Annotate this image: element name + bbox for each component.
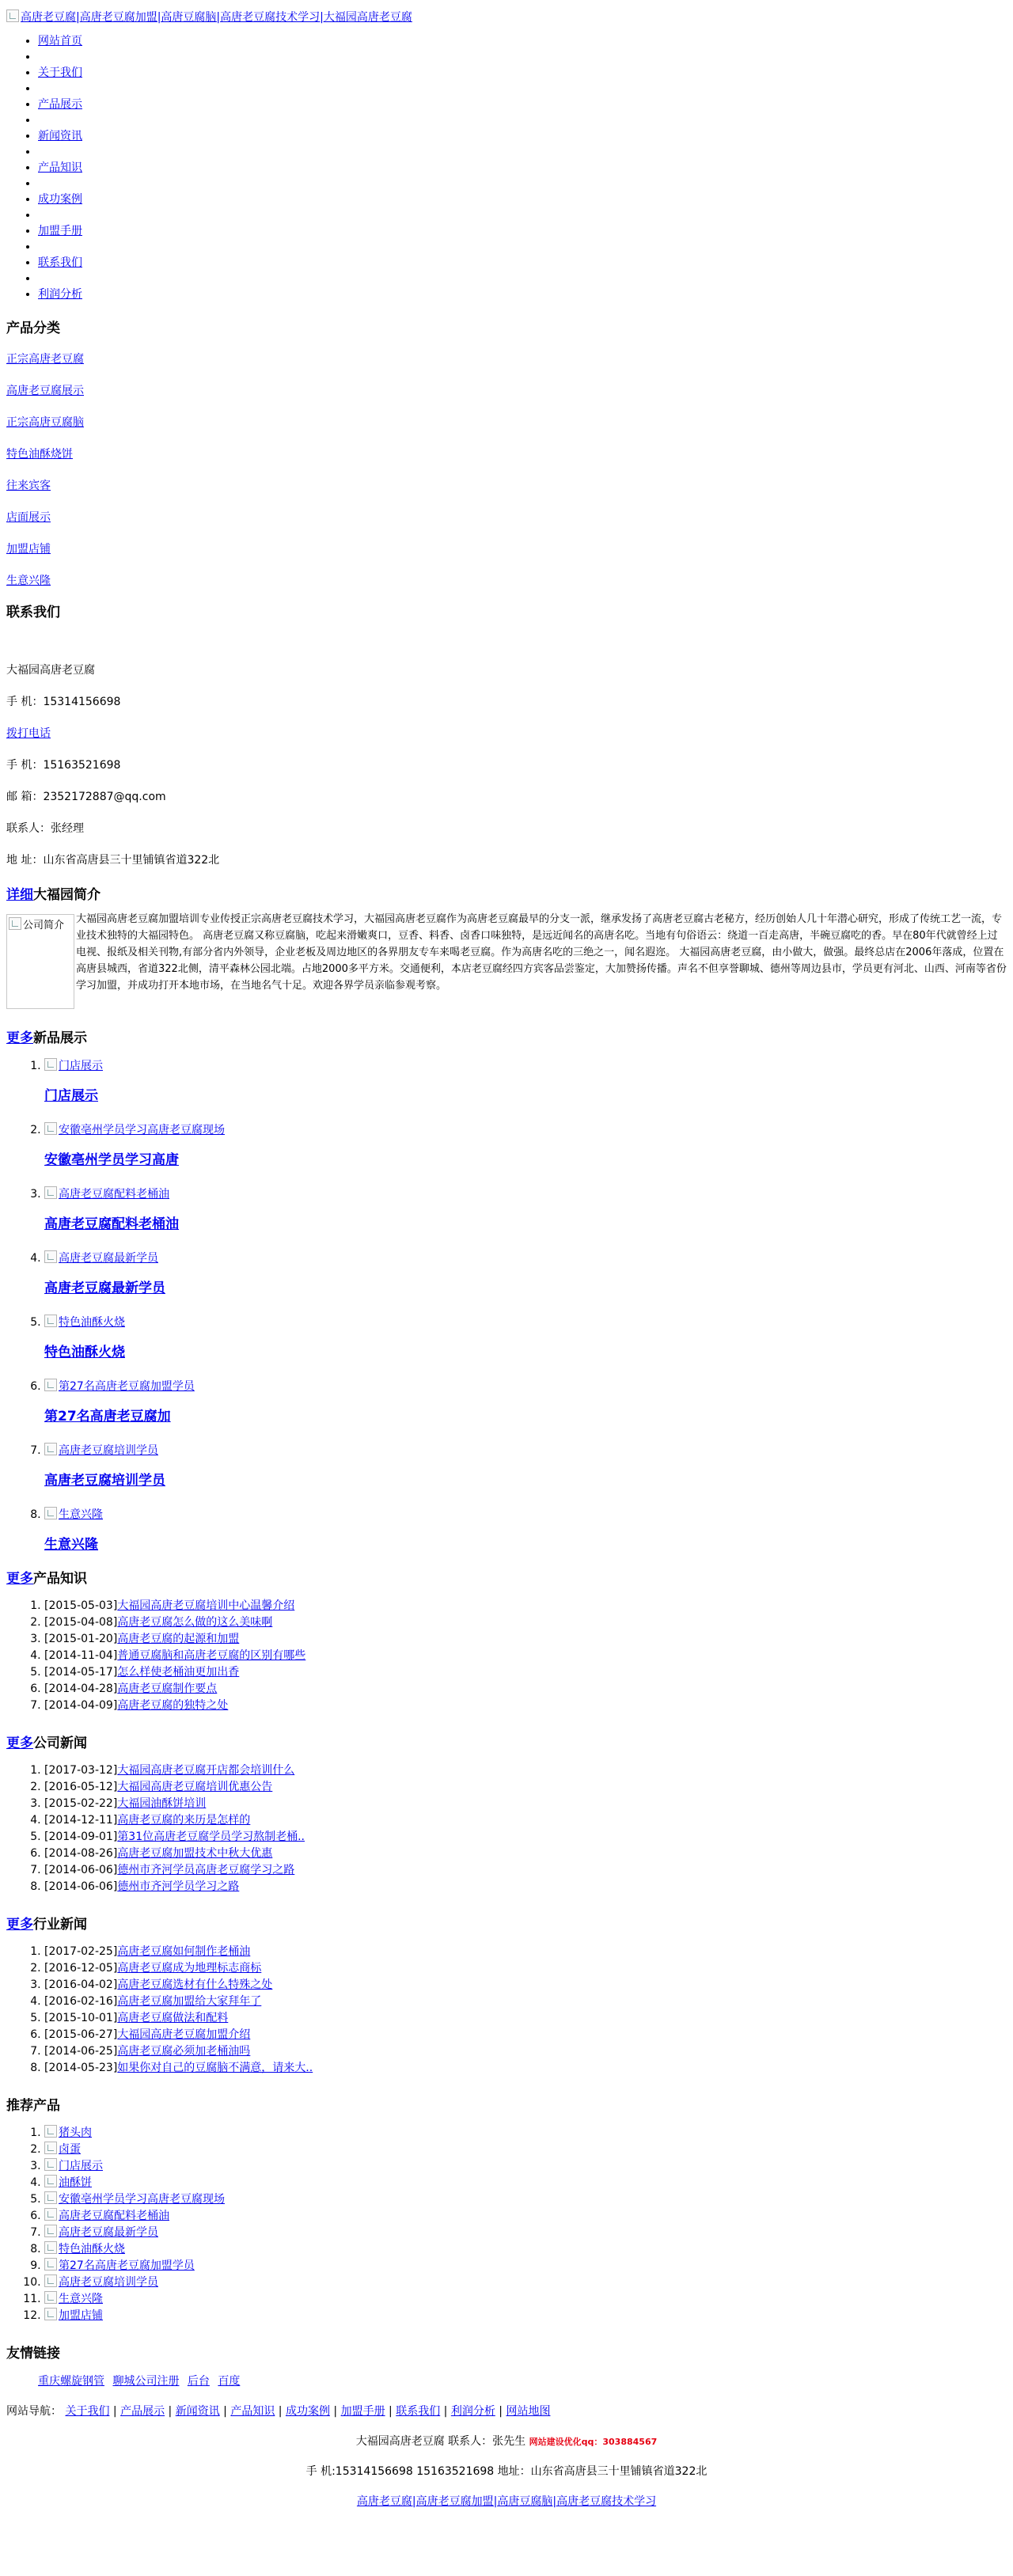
nav-link-products[interactable]: 产品展示	[38, 98, 82, 111]
nav-item	[38, 223, 1007, 239]
news-item	[44, 2027, 1007, 2043]
footer-nav-link[interactable]: 关于我们	[65, 2405, 110, 2418]
nav-separator	[38, 207, 1007, 223]
company-news-more-link[interactable]: 更多	[6, 1736, 33, 1751]
product-image-link[interactable]: 6. 第27名高唐老豆腐加盟学员	[44, 1378, 1007, 1394]
news-link[interactable]: 高唐老豆腐如何制作老桶油	[117, 1945, 251, 1958]
category-link[interactable]: 正宗高唐豆腐脑	[6, 416, 84, 429]
footer-nav-link[interactable]: 新闻资讯	[175, 2405, 220, 2418]
contact-title: 联系我们	[6, 605, 60, 620]
intro-image-icon	[9, 917, 21, 930]
nav-item	[38, 128, 1007, 144]
product-item	[44, 1186, 1007, 1232]
footer-nav-link[interactable]: 产品展示	[120, 2405, 165, 2418]
news-item	[44, 1681, 1007, 1698]
category-link[interactable]: 正宗高唐老豆腐	[6, 353, 84, 366]
new-products-header	[6, 1026, 1007, 1046]
news-item	[44, 1944, 1007, 1960]
news-link[interactable]: 高唐老豆腐怎么做的这么美味啊	[117, 1616, 273, 1629]
news-link[interactable]: 高唐老豆腐加盟给大家拜年了	[117, 1995, 262, 2008]
recommend-link[interactable]: 门店展示	[44, 2160, 103, 2172]
product-image-link[interactable]: 5. 特色油酥火烧	[44, 1314, 1007, 1330]
industry-news-title: 行业新闻	[33, 1917, 87, 1933]
contact-phone-2: 手 机：15163521698	[6, 759, 121, 772]
nav-separator	[38, 144, 1007, 160]
product-image-icon	[44, 1058, 57, 1071]
contact-email: 邮 箱：2352172887@qq.com	[6, 791, 166, 803]
recommend-title: 推荐产品	[6, 2098, 60, 2114]
news-date: [2015-06-27]	[44, 2028, 118, 2041]
news-date: [2014-05-23]	[44, 2062, 118, 2074]
footer-nav-link[interactable]: 网站地图	[506, 2405, 551, 2418]
product-image-link[interactable]: 7. 高唐老豆腐培训学员	[44, 1442, 1007, 1458]
news-date: [2017-03-12]	[44, 1764, 118, 1777]
intro-section	[6, 914, 1007, 1009]
news-link[interactable]: 普通豆腐脑和高唐老豆腐的区别有哪些	[117, 1649, 306, 1662]
nav-separator	[38, 49, 1007, 65]
footer-nav-label: 网站导航：	[6, 2405, 62, 2418]
news-date: [2015-01-20]	[44, 1633, 118, 1645]
knowledge-list	[6, 1598, 1007, 1714]
product-image-link[interactable]: 4. 高唐老豆腐最新学员	[44, 1250, 1007, 1265]
news-link[interactable]: 高唐老豆腐的独特之处	[117, 1699, 229, 1712]
intro-header	[6, 883, 1007, 903]
recommend-image-icon	[44, 2291, 57, 2304]
recommend-link[interactable]: 高唐老豆腐配料老桶油	[44, 2210, 169, 2222]
recommend-image-icon	[44, 2258, 57, 2271]
recommend-item	[44, 2225, 1007, 2241]
news-date: [2017-02-25]	[44, 1945, 118, 1958]
category-link[interactable]: 加盟店铺	[6, 543, 51, 556]
news-date: [2014-08-26]	[44, 1847, 118, 1860]
nav-link-home[interactable]: 网站首页	[38, 35, 82, 47]
recommend-link[interactable]: 卤蛋	[44, 2143, 81, 2156]
recommend-item	[44, 2158, 1007, 2175]
footer-nav-link[interactable]: 加盟手册	[340, 2405, 385, 2418]
recommend-link[interactable]: 特色油酥火烧	[44, 2243, 125, 2255]
nav-separator	[38, 81, 1007, 97]
industry-news-header	[6, 1913, 1007, 1933]
recommend-image-icon	[44, 2142, 57, 2154]
nav-separator	[38, 176, 1007, 192]
recommend-link[interactable]: 生意兴隆	[44, 2293, 103, 2305]
news-item	[44, 1796, 1007, 1812]
site-logo-link[interactable]	[6, 8, 1007, 27]
friend-links-list	[6, 2373, 1007, 2388]
nav-link-cases[interactable]: 成功案例	[38, 193, 82, 206]
recommend-image-icon	[44, 2274, 57, 2287]
recommend-image-icon	[44, 2225, 57, 2237]
category-link[interactable]: 生意兴隆	[6, 575, 51, 587]
contact-person: 联系人：张经理	[6, 822, 84, 835]
product-item	[44, 1506, 1007, 1553]
friend-link[interactable]: 重庆螺旋钢管	[38, 2375, 104, 2388]
recommend-link[interactable]: 第27名高唐老豆腐加盟学员	[44, 2259, 195, 2272]
product-item	[44, 1378, 1007, 1425]
product-item	[44, 1057, 1007, 1104]
product-item	[44, 1121, 1007, 1168]
logo-alt-text: 高唐老豆腐|高唐老豆腐加盟|高唐豆腐脑|高唐老豆腐技术学习|大福园高唐老豆腐	[21, 11, 412, 24]
product-image-icon	[44, 1186, 57, 1199]
news-item	[44, 1698, 1007, 1714]
recommend-image-icon	[44, 2158, 57, 2171]
footer-nav-link[interactable]: 产品知识	[230, 2405, 275, 2418]
recommend-list	[6, 2125, 1007, 2324]
call-phone-link[interactable]: 拨打电话	[6, 727, 51, 740]
news-date: [2014-06-06]	[44, 1880, 118, 1893]
news-item	[44, 1614, 1007, 1631]
news-link[interactable]: 高唐老豆腐制作要点	[117, 1683, 218, 1695]
recommend-item	[44, 2291, 1007, 2308]
footer-nav-link[interactable]: 利润分析	[450, 2405, 495, 2418]
product-image-link[interactable]: 1. 门店展示	[44, 1057, 1007, 1073]
product-image-link[interactable]: 8. 生意兴隆	[44, 1506, 1007, 1522]
company-news-header	[6, 1732, 1007, 1751]
product-item	[44, 1250, 1007, 1296]
product-image-icon	[44, 1379, 57, 1391]
recommend-link[interactable]: 猪头肉	[44, 2126, 92, 2139]
recommend-image-icon	[44, 2125, 57, 2138]
news-date: [2014-04-28]	[44, 1683, 118, 1695]
product-name-link[interactable]: 高唐老豆腐最新学员	[44, 1280, 165, 1296]
product-name-link[interactable]: 第27名高唐老豆腐加	[44, 1409, 171, 1425]
recommend-image-icon	[44, 2191, 57, 2204]
new-products-list	[6, 1057, 1007, 1553]
categories-list	[6, 351, 1007, 588]
product-name-link[interactable]: 门店展示	[44, 1088, 98, 1104]
recommend-link[interactable]: 加盟店铺	[44, 2309, 103, 2322]
product-image-icon	[44, 1250, 57, 1263]
category-link[interactable]: 往来宾客	[6, 480, 51, 492]
category-link[interactable]: 高唐老豆腐展示	[6, 385, 84, 397]
nav-link-handbook[interactable]: 加盟手册	[38, 225, 82, 237]
nav-item	[38, 97, 1007, 112]
news-date: [2015-05-03]	[44, 1599, 118, 1612]
recommend-link[interactable]: 高唐老豆腐最新学员	[44, 2226, 158, 2239]
footer-seo-text: 网站建设优化qq：303884567	[529, 2437, 658, 2447]
industry-news-list	[6, 1944, 1007, 2077]
contact-phone-1: 手 机：15314156698	[6, 696, 121, 708]
news-date: [2014-09-01]	[44, 1831, 118, 1843]
recommend-item	[44, 2191, 1007, 2208]
news-link[interactable]: 德州市齐河学员学习之路	[117, 1880, 240, 1893]
nav-item	[38, 286, 1007, 302]
news-link[interactable]: 大福园高唐老豆腐培训优惠公告	[117, 1781, 273, 1793]
nav-item	[38, 33, 1007, 49]
nav-link-about[interactable]: 关于我们	[38, 66, 82, 79]
intro-image-alt: 公司简介	[23, 920, 65, 931]
category-link[interactable]: 店面展示	[6, 511, 51, 524]
logo-image-icon	[6, 9, 19, 22]
friend-link[interactable]: 后台	[187, 2375, 210, 2388]
knowledge-header	[6, 1567, 1007, 1587]
recommend-image-icon	[44, 2208, 57, 2221]
recommend-item	[44, 2274, 1007, 2291]
product-image-link[interactable]: 3. 高唐老豆腐配料老桶油	[44, 1186, 1007, 1201]
product-image-icon	[44, 1443, 57, 1455]
company-news-title: 公司新闻	[33, 1736, 87, 1751]
news-item	[44, 2060, 1007, 2077]
news-link[interactable]: 大福园高唐老豆腐加盟介绍	[117, 2028, 251, 2041]
news-date: [2014-05-17]	[44, 1666, 118, 1679]
intro-more-link[interactable]: 详细	[6, 887, 33, 903]
friend-links-title: 友情链接	[6, 2346, 60, 2362]
footer-nav: 网站导航： 关于我们 | 产品展示 | 新闻资讯 | 产品知识 | 成功案例 | 加盟手册 | 联系我们 | 利润分析 | 网站地图	[6, 2405, 551, 2418]
nav-separator	[38, 239, 1007, 255]
product-item	[44, 1314, 1007, 1360]
news-link[interactable]: 高唐老豆腐做法和配料	[117, 2012, 229, 2024]
nav-link-knowledge[interactable]: 产品知识	[38, 161, 82, 174]
contact-info	[6, 635, 1007, 867]
footer-info	[6, 2433, 1007, 2449]
news-date: [2015-04-08]	[44, 1616, 118, 1629]
news-item	[44, 1960, 1007, 1977]
product-item	[44, 1442, 1007, 1489]
category-link[interactable]: 特色油酥烧饼	[6, 448, 73, 461]
recommend-item	[44, 2142, 1007, 2158]
news-link[interactable]: 高唐老豆腐成为地理标志商标	[117, 1962, 262, 1975]
footer-nav-link[interactable]: 成功案例	[285, 2405, 330, 2418]
news-link[interactable]: 怎么样使老桶油更加出香	[117, 1666, 240, 1679]
news-item	[44, 1829, 1007, 1846]
news-item	[44, 1664, 1007, 1681]
news-link[interactable]: 高唐老豆腐选材有什么特殊之处	[117, 1978, 273, 1991]
product-name-link[interactable]: 高唐老豆腐配料老桶油	[44, 1216, 179, 1232]
company-news-list	[6, 1762, 1007, 1895]
news-date: [2014-12-11]	[44, 1814, 118, 1827]
product-image-icon	[44, 1507, 57, 1519]
news-date: [2014-04-09]	[44, 1699, 118, 1712]
news-item	[44, 1977, 1007, 1994]
news-item	[44, 1631, 1007, 1648]
news-link[interactable]: 高唐老豆腐的起源和加盟	[117, 1633, 240, 1645]
recommend-item	[44, 2258, 1007, 2274]
recommend-link[interactable]: 油酥饼	[44, 2176, 92, 2189]
nav-link-contact[interactable]: 联系我们	[38, 256, 82, 269]
news-link[interactable]: 第31位高唐老豆腐学员学习熬制老桶..	[117, 1831, 305, 1843]
news-item	[44, 1994, 1007, 2010]
nav-item	[38, 255, 1007, 271]
contact-address: 地 址：山东省高唐县三十里铺镇省道322北	[6, 854, 220, 867]
news-item	[44, 1648, 1007, 1664]
news-date: [2016-12-05]	[44, 1962, 118, 1975]
recommend-link[interactable]: 高唐老豆腐培训学员	[44, 2276, 158, 2289]
product-image-link[interactable]: 2. 安徽亳州学员学习高唐老豆腐现场	[44, 1121, 1007, 1137]
news-item	[44, 1779, 1007, 1796]
main-nav	[6, 33, 1007, 302]
news-item	[44, 1762, 1007, 1779]
recommend-item	[44, 2308, 1007, 2324]
footer-contact: 手 机:15314156698 15163521698 地址：山东省高唐县三十里铺镇省道322北	[305, 2465, 708, 2478]
news-link[interactable]: 大福园油酥饼培训	[117, 1797, 207, 1810]
news-date: [2014-11-04]	[44, 1649, 118, 1662]
contact-company: 大福园高唐老豆腐	[6, 664, 95, 677]
footer-keywords-link[interactable]: 高唐老豆腐|高唐老豆腐加盟|高唐豆腐脑|高唐老豆腐技术学习	[356, 2495, 657, 2508]
friend-link[interactable]: 聊城公司注册	[112, 2375, 180, 2388]
nav-separator	[38, 112, 1007, 128]
nav-link-news[interactable]: 新闻资讯	[38, 130, 82, 142]
friend-link[interactable]: 百度	[218, 2375, 241, 2388]
knowledge-more-link[interactable]: 更多	[6, 1571, 33, 1587]
news-item	[44, 1598, 1007, 1614]
footer-nav-link[interactable]: 联系我们	[396, 2405, 441, 2418]
news-item	[44, 1846, 1007, 1862]
nav-item	[38, 192, 1007, 207]
recommend-item	[44, 2175, 1007, 2191]
recommend-image-icon	[44, 2308, 57, 2320]
recommend-item	[44, 2208, 1007, 2225]
news-link[interactable]: 大福园高唐老豆腐培训中心温馨介绍	[117, 1599, 295, 1612]
news-item	[44, 1812, 1007, 1829]
news-link[interactable]: 大福园高唐老豆腐开店都会培训什么	[117, 1764, 295, 1777]
news-link[interactable]: 高唐老豆腐的来历是怎样的	[117, 1814, 251, 1827]
intro-image	[6, 914, 74, 1009]
news-date: [2015-10-01]	[44, 2012, 118, 2024]
news-item	[44, 2010, 1007, 2027]
product-image-icon	[44, 1122, 57, 1135]
product-name-link[interactable]: 高唐老豆腐培训学员	[44, 1473, 165, 1489]
knowledge-title: 产品知识	[33, 1571, 87, 1587]
recommend-item	[44, 2125, 1007, 2142]
nav-item	[38, 160, 1007, 176]
news-date: [2016-05-12]	[44, 1781, 118, 1793]
nav-link-profit[interactable]: 利润分析	[38, 288, 82, 301]
nav-separator	[38, 271, 1007, 286]
product-image-icon	[44, 1315, 57, 1327]
industry-news-more-link[interactable]: 更多	[6, 1917, 33, 1933]
product-name-link[interactable]: 安徽亳州学员学习高唐	[44, 1152, 179, 1168]
new-products-more-link[interactable]: 更多	[6, 1030, 33, 1046]
news-date: [2016-04-02]	[44, 1978, 118, 1991]
nav-item	[38, 65, 1007, 81]
news-item	[44, 1879, 1007, 1895]
news-date: [2014-06-25]	[44, 2045, 118, 2058]
news-link[interactable]: 高唐老豆腐加盟技术中秋大优惠	[117, 1847, 273, 1860]
news-link[interactable]: 如果你对自己的豆腐脑不满意，请来大..	[117, 2062, 313, 2074]
intro-text: 大福园高唐老豆腐加盟培训专业传授正宗高唐老豆腐技术学习，大福园高唐老豆腐作为高唐老豆腐最早的分支一派，继承发扬了高唐老豆腐古老秘方，经历创始人几十年潜心研究，形成了传统工艺一流，专业技术独特的大福园特色。 高唐老豆腐又称豆腐脑，吃起来滑嫩爽口，豆香、料香、卤香口味独特，是远近闻名的高唐名吃。当地有句俗语云：绕道一百走高唐，半碗豆腐吃的香。早在80年代就曾经上过电视、报纸及相关刊物,有部分省内外领导，企业老板及周边地区的各界朋友专车来喝老豆腐。作为高唐名吃的三绝之一，闻名遐迩。 大福园高唐老豆腐，由小做大，做强。最终总店在2006年落成，位置在高唐县城西，省道322北侧，清平森林公园北端。占地2000多平方米。交通便利，本店老豆腐经四方宾客品尝鉴定，大加赞扬传播。声名不但享誉聊城、德州等周边县市，学员更有河北、山西、河南等省份学习加盟，并成功打开本地市场，在当地名气十足。欢迎各界学员亲临参观考察。	[76, 913, 1007, 992]
recommend-image-icon	[44, 2241, 57, 2254]
categories-title: 产品分类	[6, 321, 60, 336]
recommend-link[interactable]: 安徽亳州学员学习高唐老豆腐现场	[44, 2193, 225, 2206]
new-products-title: 新品展示	[33, 1030, 87, 1046]
news-link[interactable]: 德州市齐河学员高唐老豆腐学习之路	[117, 1864, 295, 1876]
product-name-link[interactable]: 生意兴隆	[44, 1537, 98, 1553]
news-link[interactable]: 高唐老豆腐必须加老桶油吗	[117, 2045, 251, 2058]
news-item	[44, 1862, 1007, 1879]
footer-line-1: 大福园高唐老豆腐 联系人：张先生	[355, 2435, 526, 2448]
news-date: [2015-02-22]	[44, 1797, 118, 1810]
recommend-image-icon	[44, 2175, 57, 2187]
news-date: [2016-02-16]	[44, 1995, 118, 2008]
intro-title: 大福园简介	[33, 887, 101, 903]
recommend-item	[44, 2241, 1007, 2258]
news-item	[44, 2043, 1007, 2060]
news-date: [2014-06-06]	[44, 1864, 118, 1876]
product-name-link[interactable]: 特色油酥火烧	[44, 1345, 125, 1360]
